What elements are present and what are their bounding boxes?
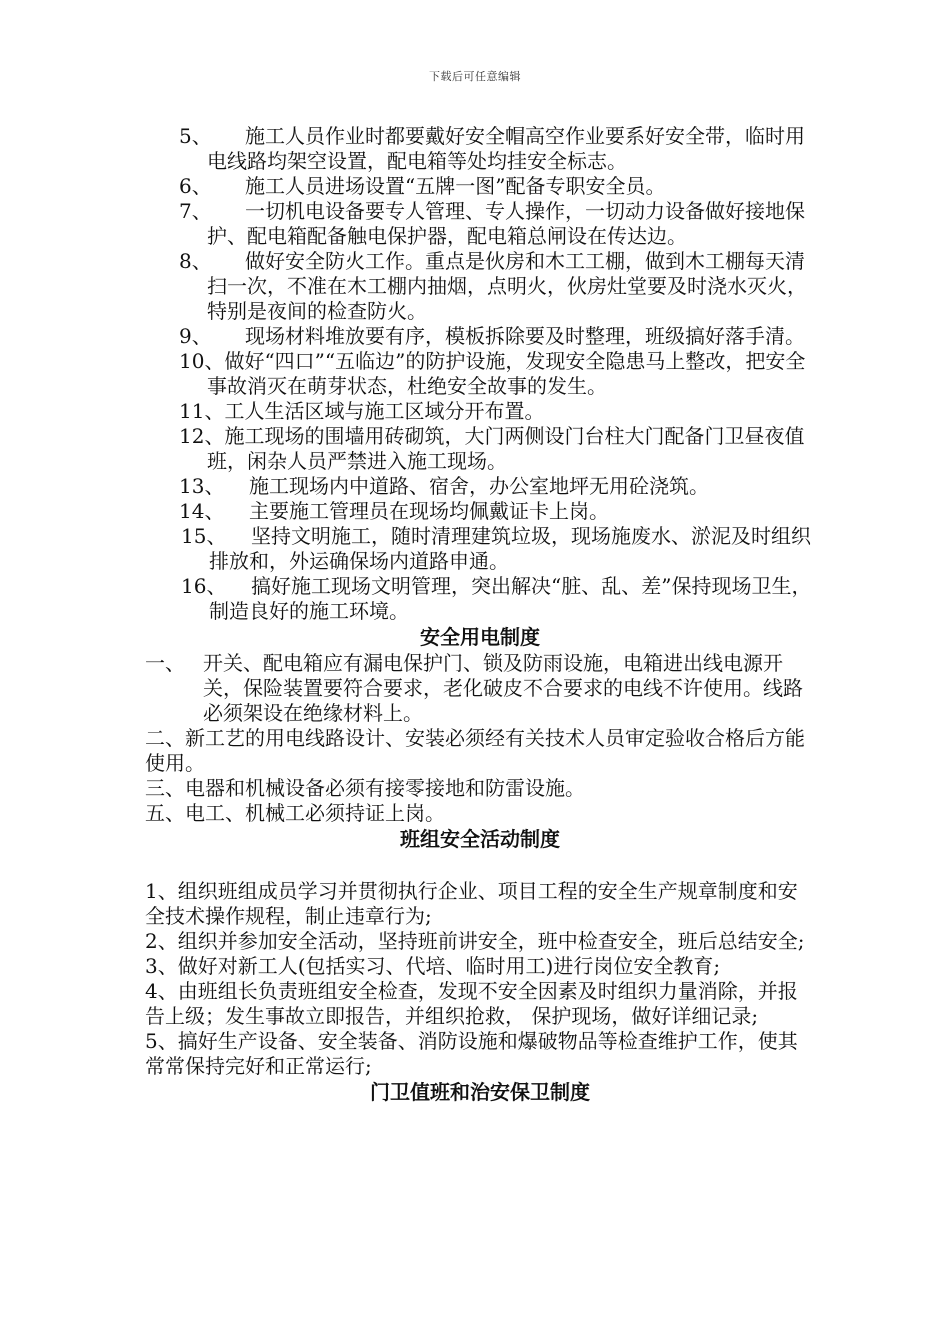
list-item — [145, 349, 815, 399]
list-item — [145, 424, 815, 474]
item-number: 10、 — [179, 349, 225, 373]
paragraph: 三、电器和机械设备必须有接零接地和防雷设施。 — [145, 776, 585, 800]
section-title-team-safety: 班组安全活动制度 — [400, 827, 560, 851]
item-text: 施工人员作业时都要戴好安全帽高空作业要系好安全带，临时用电线路均架空设置，配电箱等处均挂安全标志。 — [207, 124, 805, 173]
item-number: 14、 — [179, 499, 225, 523]
list-item — [145, 249, 815, 324]
list-item — [145, 124, 815, 174]
item-text: 工人生活区域与施工区域分开布置。 — [224, 399, 545, 423]
section-title-gate-security: 门卫值班和治安保卫制度 — [370, 1080, 590, 1104]
list-item — [145, 524, 815, 574]
item-number: 5、 — [179, 124, 212, 148]
item-text: 现场材料堆放要有序，模板拆除要及时整理，班级搞好落手清。 — [245, 324, 805, 348]
item-text: 开关、配电箱应有漏电保护门、锁及防雨设施，电箱进出线电源开关，保险装置要符合要求，老化破皮不合要求的电线不许使用。线路必须架设在绝缘材料上。 — [203, 651, 803, 725]
item-text: 坚持文明施工，随时清理建筑垃圾，现场施废水、淤泥及时组织排放和，外运确保场内道路申通。 — [209, 524, 811, 573]
item-text: 施工现场内中道路、宿舍，办公室地坪无用砼浇筑。 — [249, 474, 709, 498]
item-number: 13、 — [179, 474, 225, 498]
item-number: 15、 — [181, 524, 227, 548]
item-text: 一切机电设备要专人管理、专人操作，一切动力设备做好接地保护、配电箱配备触电保护器，配电箱总闸设在传达边。 — [207, 199, 805, 248]
item-number: 11、 — [179, 399, 225, 423]
list-item — [145, 174, 815, 199]
item-text: 施工人员进场设置“五牌一图”配备专职安全员。 — [245, 174, 666, 198]
paragraph: 1、组织班组成员学习并贯彻执行企业、项目工程的安全生产规章制度和安全技术操作规程，制止违章行为; — [145, 879, 798, 928]
item-number: 7、 — [179, 199, 212, 223]
section-title-electricity: 安全用电制度 — [420, 625, 540, 649]
item-text: 主要施工管理员在现场均佩戴证卡上岗。 — [249, 499, 609, 523]
item-text: 搞好施工现场文明管理，突出解决“脏、乱、差”保持现场卫生，制造良好的施工环境。 — [209, 574, 812, 623]
list-item — [145, 499, 815, 524]
paragraph: 二、新工艺的用电线路设计、安装必须经有关技术人员审定验收合格后方能使用。 — [145, 726, 805, 775]
item-text: 做好安全防火工作。重点是伙房和木工工棚，做到木工棚每天清扫一次，不准在木工棚内抽烟，点明火，伙房灶堂要及时浇水灭火，特别是夜间的检查防火。 — [207, 249, 807, 323]
list-item — [145, 324, 815, 349]
item-number: 9、 — [179, 324, 212, 348]
item-number: 16、 — [181, 574, 227, 598]
item-number: 一、 — [145, 651, 185, 675]
item-text: 做好“四口”“五临边”的防护设施，发现安全隐患马上整改，把安全事故消灭在萌芽状态，杜绝安全故事的发生。 — [207, 349, 806, 398]
list-item — [145, 199, 815, 249]
paragraph: 3、做好对新工人(包括实习、代培、临时用工)进行岗位安全教育; — [145, 954, 721, 978]
paragraph: 2、组织并参加安全活动，坚持班前讲安全，班中检查安全，班后总结安全; — [145, 929, 805, 953]
item-number: 12、 — [179, 424, 225, 448]
paragraph: 5、搞好生产设备、安全装备、消防设施和爆破物品等检查维护工作，使其常常保持完好和正常运行; — [145, 1029, 798, 1078]
item-number: 6、 — [179, 174, 212, 198]
page-header: 下载后可任意编辑 — [429, 70, 521, 83]
list-item — [145, 574, 815, 624]
list-item — [145, 474, 815, 499]
list-item — [145, 399, 815, 424]
paragraph: 4、由班组长负责班组安全检查，发现不安全因素及时组织力量消除，并报告上级；发生事故立即报告，并组织抢救， 保护现场，做好详细记录; — [145, 979, 798, 1028]
blank-line — [145, 853, 815, 879]
item-number: 8、 — [179, 249, 212, 273]
safety-rules-list — [145, 124, 815, 624]
list-item — [145, 651, 815, 726]
paragraph: 五、电工、机械工必须持证上岗。 — [145, 801, 445, 825]
item-text: 施工现场的围墙用砖砌筑，大门两侧设门台柱大门配备门卫昼夜值班，闲杂人员严禁进入施工现场。 — [207, 424, 805, 473]
document-body — [145, 124, 815, 1106]
